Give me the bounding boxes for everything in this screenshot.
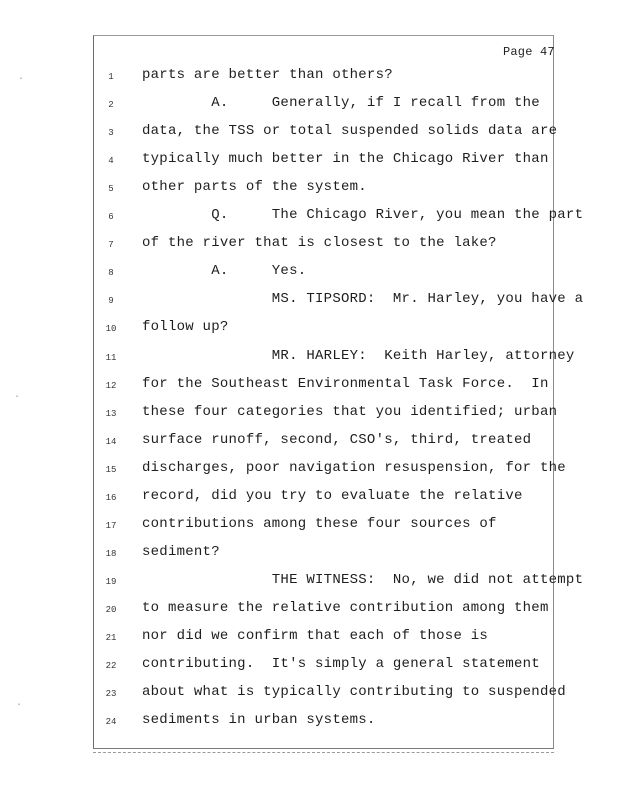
line-number: 1 [108, 72, 114, 82]
line-number: 18 [105, 549, 117, 559]
line-number: 7 [108, 240, 114, 250]
line-number: 3 [108, 128, 114, 138]
line-text: discharges, poor navigation resuspension, for the [142, 460, 566, 476]
transcript-line [0, 123, 618, 143]
transcript-line [0, 151, 618, 171]
transcript-line [0, 376, 618, 396]
line-text: sediment? [142, 544, 220, 560]
line-text: surface runoff, second, CSO's, third, treated [142, 432, 532, 448]
transcript-line [0, 291, 618, 311]
line-text: about what is typically contributing to suspended [142, 684, 566, 700]
line-text: contributions among these four sources of [142, 516, 497, 532]
transcript-line [0, 572, 618, 592]
line-text: nor did we confirm that each of those is [142, 628, 489, 644]
line-number: 13 [105, 409, 117, 419]
line-text: follow up? [142, 319, 229, 335]
line-number: 14 [105, 437, 117, 447]
line-number: 19 [105, 577, 117, 587]
line-number: 11 [105, 353, 117, 363]
transcript-line [0, 684, 618, 704]
line-text: data, the TSS or total suspended solids data are [142, 123, 558, 139]
transcript-line [0, 460, 618, 480]
transcript-line [0, 432, 618, 452]
scan-speck: · [14, 392, 21, 403]
line-text: parts are better than others? [142, 67, 393, 83]
line-text: of the river that is closest to the lake? [142, 235, 497, 251]
transcript-line [0, 263, 618, 283]
line-text: for the Southeast Environmental Task Force. In [142, 376, 549, 392]
line-number: 15 [105, 465, 117, 475]
transcript-line [0, 600, 618, 620]
line-number: 5 [108, 184, 114, 194]
line-number: 10 [105, 324, 117, 334]
transcript-line [0, 488, 618, 508]
transcript-line [0, 235, 618, 255]
line-number: 17 [105, 521, 117, 531]
line-number: 8 [108, 268, 114, 278]
line-number: 12 [105, 381, 117, 391]
line-text: A. Yes. [142, 263, 307, 279]
line-number: 20 [105, 605, 117, 615]
transcript-line [0, 516, 618, 536]
line-text: other parts of the system. [142, 179, 367, 195]
scan-speck: · [18, 74, 25, 85]
transcript-line [0, 544, 618, 564]
line-number: 23 [105, 689, 117, 699]
transcript-line [0, 179, 618, 199]
transcript-line [0, 348, 618, 368]
line-number: 2 [108, 100, 114, 110]
line-text: A. Generally, if I recall from the [142, 95, 540, 111]
transcript-line [0, 95, 618, 115]
line-number: 6 [108, 212, 114, 222]
transcript-line [0, 712, 618, 732]
line-text: MR. HARLEY: Keith Harley, attorney [142, 348, 575, 364]
scan-speck: · [16, 700, 23, 711]
line-number: 9 [108, 296, 114, 306]
transcript-line [0, 319, 618, 339]
line-text: MS. TIPSORD: Mr. Harley, you have a [142, 291, 584, 307]
transcript-line [0, 404, 618, 424]
page-number: Page 47 [503, 45, 555, 59]
line-text: these four categories that you identified; urban [142, 404, 558, 420]
line-text: typically much better in the Chicago River than [142, 151, 549, 167]
line-text: Q. The Chicago River, you mean the part [142, 207, 584, 223]
line-number: 16 [105, 493, 117, 503]
line-text: sediments in urban systems. [142, 712, 376, 728]
line-number: 21 [105, 633, 117, 643]
line-number: 22 [105, 661, 117, 671]
line-number: 4 [108, 156, 114, 166]
line-text: contributing. It's simply a general statement [142, 656, 540, 672]
transcript-line [0, 207, 618, 227]
line-number: 24 [105, 717, 117, 727]
transcript-line [0, 67, 618, 87]
transcript-line [0, 628, 618, 648]
transcript-line [0, 656, 618, 676]
line-text: THE WITNESS: No, we did not attempt [142, 572, 584, 588]
line-text: to measure the relative contribution among them [142, 600, 549, 616]
line-text: record, did you try to evaluate the relative [142, 488, 523, 504]
